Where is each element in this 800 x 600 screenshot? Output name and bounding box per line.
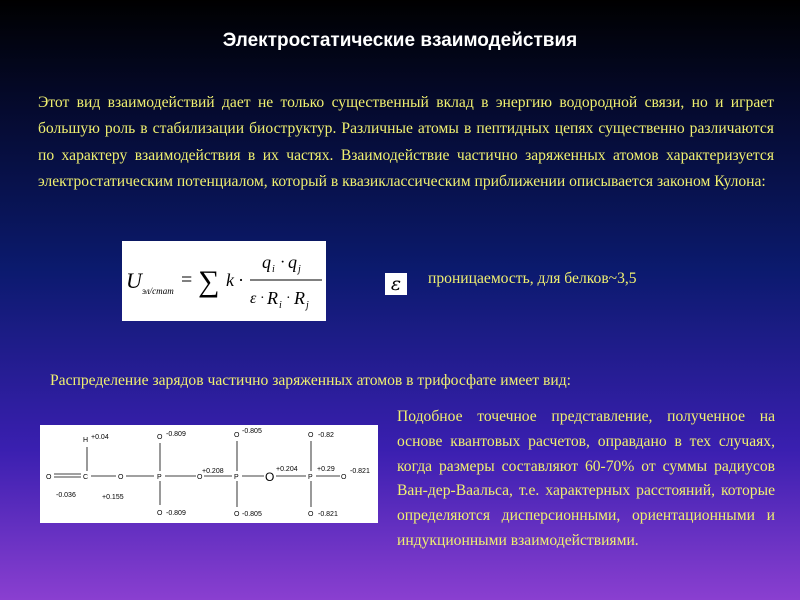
formula-denominator-r2: R	[294, 288, 305, 308]
formula-denominator-dot2: ·	[286, 291, 291, 306]
formula-denominator-j: j	[306, 300, 309, 311]
formula-lhs-symbol: U	[126, 268, 142, 293]
atom-h: H	[83, 437, 89, 444]
formula-numerator-i: i	[272, 264, 275, 275]
formula-numerator-dot: ·	[280, 254, 286, 271]
formula-denominator-i: i	[279, 300, 282, 311]
atom-o-p1-bottom: O	[157, 510, 163, 517]
coulomb-formula	[122, 241, 326, 321]
atom-o-p2-bottom: O	[234, 511, 240, 518]
charge-p3-bottom: -0.821	[318, 511, 338, 518]
charge-p2-top: -0.805	[242, 428, 262, 435]
charge-p3-far: -0.821	[350, 468, 370, 475]
atom-o-carbonyl: O	[46, 474, 52, 481]
formula-coefficient: k ·	[226, 270, 243, 290]
formula-denominator-epsilon: ε	[250, 290, 257, 307]
epsilon-symbol: ε	[390, 272, 402, 295]
intro-paragraph: Этот вид взаимодействий дает не только существенный вклад в энергию водородной связи, но и играет большую роль в стабилизации биоструктур. Различные атомы в пептидных цепях существенно различаются по характеру взаимодействия в их частях. Взаимодействие частично заряженных атомов характеризуется электростатическим потенциалом, который в квазиклассическим приближении описывается законом Кулона:	[38, 94, 774, 191]
triphosphate-structure	[40, 425, 378, 523]
formula-numerator-q2: q	[288, 252, 297, 272]
atom-o-bridge1: O	[197, 474, 203, 481]
charge-p1-top: -0.809	[166, 431, 186, 438]
formula-denominator-dot1: ·	[260, 291, 265, 306]
formula-numerator-j: j	[298, 264, 301, 275]
atom-o-p3-top: O	[308, 432, 314, 439]
atom-o-p3-right: O	[341, 474, 347, 481]
charge-o-left: -0.036	[56, 492, 76, 499]
atom-o-ester: O	[118, 474, 124, 481]
atom-p3: P	[308, 474, 313, 481]
formula-equals: =	[181, 269, 193, 291]
atom-p2: P	[234, 474, 239, 481]
formula-numerator-q1: q	[262, 252, 271, 272]
charge-h: +0.04	[91, 434, 109, 441]
atom-o-bridge2: O	[265, 470, 275, 484]
charge-p1-bottom: -0.809	[166, 510, 186, 517]
explanation-paragraph: Подобное точечное представление, полученное на основе квантовых расчетов, оправдано в тех случаях, когда размеры составляют 60-70% от суммы радиусов Ван-дер-Ваальса, т.е. характерных расстояний, которые определяются дисперсионными, ориентационными и индукционными взаимодействиями.	[397, 408, 775, 549]
permittivity-label: проницаемость, для белков~3,5	[428, 270, 637, 287]
charge-p3-right: +0.29	[317, 466, 335, 473]
formula-denominator-r1: R	[267, 288, 278, 308]
formula-sum-sign: ∑	[198, 265, 220, 298]
charge-bridge1: +0.208	[202, 468, 224, 475]
atom-o-p1-top: O	[157, 434, 163, 441]
atom-o-p2-top: O	[234, 432, 240, 439]
formula-lhs-subscript: эл/стат	[142, 286, 174, 296]
charge-bridge2: +0.204	[276, 466, 298, 473]
atom-c: C	[83, 474, 89, 481]
atom-o-p3-bottom: O	[308, 511, 314, 518]
epsilon-symbol-box	[385, 273, 407, 295]
slide-title: Электростатические взаимодействия	[222, 30, 578, 51]
atom-p1: P	[157, 474, 162, 481]
charge-c-below: +0.155	[102, 494, 124, 501]
charge-p2-bottom: -0.805	[242, 511, 262, 518]
distribution-heading: Распределение зарядов частично заряженных атомов в трифосфате имеет вид:	[50, 372, 571, 389]
charge-p3-top: -0.82	[318, 432, 334, 439]
